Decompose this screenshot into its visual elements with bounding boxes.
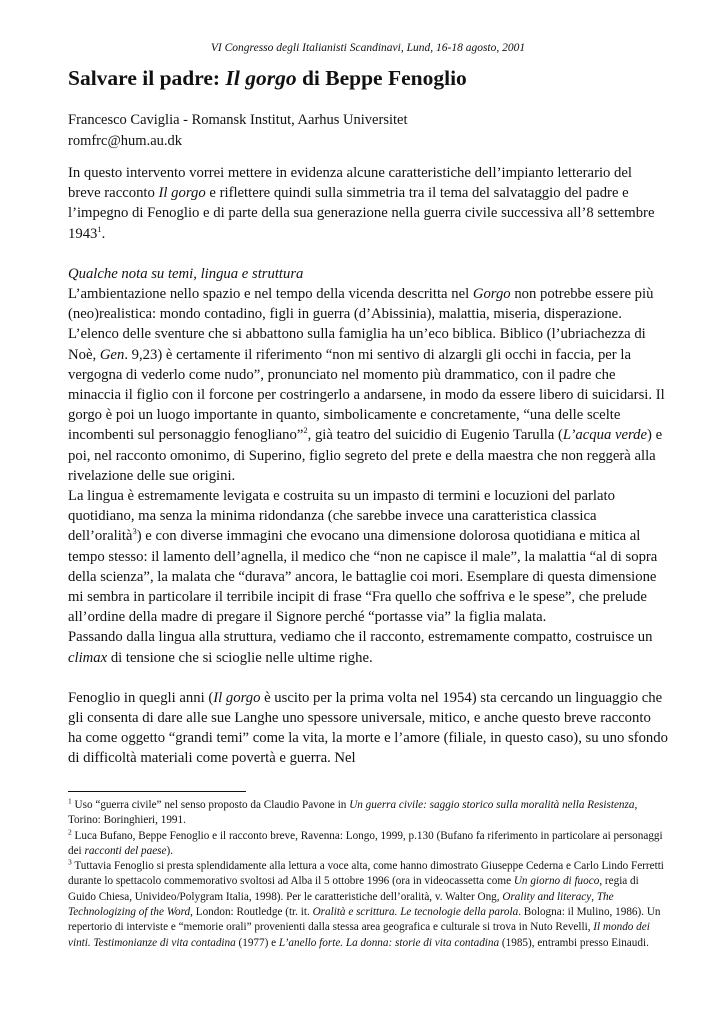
text-run: di tensione che si scioglie nelle ultime righe. [107,649,373,666]
text-run: Fenoglio in quegli anni ( [68,689,214,706]
footnotes [68,798,668,951]
text-run: , London: Routledge (tr. it. [190,906,313,919]
text-run: . Bologna: il Mulino, 1986). Un repertorio di interviste e “memorie orali” provenienti dalla stessa area geografica e culturale si trova in Nuto Revelli, [68,906,661,934]
text-run: L’ambientazione nello spazio e nel tempo della vicenda descritta nel [68,286,473,303]
text-run: non potrebbe essere più (neo)realistica: mondo contadino, figli in guerra (d’Abissinia), malattia, miseria, disperazione. L’elenco delle sventure che si abbattono sulla famiglia ha un’eco biblica. Biblico (l’ubriachezza di Noè, [68,286,654,363]
text-run: , regia di Guido Chiesa, Univideo/Polygram Italia, 1998). Per le caratteristiche dell’oralità, v. Walter Ong, [68,875,639,903]
running-header: VI Congresso degli Italianisti Scandinavi, Lund, 16-18 agosto, 2001 [210,42,526,54]
text-run: e riflettere quindi sulla simmetria tra il tema del salvataggio del padre e l’impegno di Fenoglio e di parte della sua generazione nella guerra civile successiva all’8 settembre 1943 [68,185,655,242]
text-run: ). [166,844,174,857]
footnote-ref-2[interactable]: 2 [303,425,308,436]
text-run: La lingua è estremamente levigata e costruita su un impasto di termini e locuzioni del parlato quotidiano, ma senza la minima ridondanza (che sarebbe invece una caratteristica classica dell’oralità [68,488,615,545]
italic-run: Gen [99,346,125,363]
footnote-2 [68,826,668,860]
text-run: (1977) e [235,936,279,949]
text-run: , [591,890,597,903]
text-run: , già teatro del suicidio di Eugenio Tarulla ( [307,427,563,444]
title-suffix: di Beppe Fenoglio [296,66,467,90]
author-email[interactable]: romfrc@hum.au.dk [68,133,183,149]
italic-run: Il gorgo [213,689,261,706]
italic-run: Il mondo dei vinti. Testimonianze di vita contadina [68,921,650,949]
footnote-number: 1 [68,796,72,806]
title-prefix: Salvare il padre: [68,66,226,90]
paragraph-fenoglio [68,688,668,769]
italic-run: Oralità e scrittura. Le tecnologie della parola [312,906,519,919]
footnote-3 [68,859,668,951]
text-run: ) e con diverse immagini che evocano una dimensione dolorosa quotidiana e mitica al tempo stesso: il lamento dell’agnella, il medico che “non ne capisce il male”, la malattia “al di sopra della scienza”, la malata che “durava” ancora, le battaglie coi mori. Esemplare di questa dimensione mi sembra in particolare il terribile incipit di frase “Fra quello che soffriva e le spese”, che prelude all’ordine della madre di pregare il Signore perché “portasse via” la figlia malata. [68,528,658,626]
italic-run: Un guerra civile: saggio storico sulla moralità nella Resistenza [349,799,635,811]
text-run: Passando dalla lingua alla struttura, vediamo che il racconto, estremamente compatto, costruisce un [68,629,653,646]
text-run: (1985), entrambi presso Einaudi. [499,936,649,949]
intro-paragraph [68,163,668,244]
text-run: . [101,225,106,242]
italic-run: The Technologizing of the Word [68,890,614,919]
section-heading-text: Qualche nota su temi, lingua e struttura [68,265,304,282]
paragraph-language [68,486,668,627]
title-italic: Il gorgo [225,66,297,90]
text-run: In questo intervento vorrei mettere in evidenza alcune caratteristiche dell’impianto letterario del breve racconto [68,165,632,202]
footnote-number: 3 [68,857,72,867]
italic-run: Il gorgo [158,185,206,202]
paragraph-structure [68,627,668,667]
text-run: Uso “guerra civile” nel senso proposto da Claudio Pavone in [71,799,350,811]
text-run: . 9,23) è certamente il riferimento “non mi sentivo di alzargli gli occhi in faccia, per la vergogna di vederlo come nudo”, pronunciato nel momento più drammatico, con il padre che minaccia il figlio con il forcone per costringerlo a andarsene, in modo da essere libero di suicidarsi. Il gorgo è poi un luogo importante in quanto, simbolicamente e concretamente, “una delle scelte incombenti sul personaggio fenogliano” [68,346,665,444]
footnote-number: 2 [68,826,72,836]
text-run: Luca Bufano, Beppe Fenoglio e il racconto breve, Ravenna: Longo, 1999, p.130 (Bufano fa riferimento in particolare ai personaggi dei [68,829,663,857]
italic-run: climax [68,649,108,666]
author-block [68,110,407,152]
footnote-divider [68,791,246,792]
paper-title [68,66,467,91]
section-heading [68,264,668,284]
paragraph-gap [68,244,668,264]
text-run: è uscito per la prima volta nel 1954) sta cercando un linguaggio che gli consenta di dare alle sue Langhe uno spessore universale, mitico, e anche questo breve racconto ha come oggetto “grandi temi” come la vita, la morte e l’amore (filiale, in questo caso), su uno sfondo di difficoltà materiali come povertà e guerra. Nel [68,689,668,767]
italic-run: L’anello forte. La donna: storie di vita contadina [278,936,500,949]
italic-run: L’acqua verde [562,427,648,444]
paragraph-gap [68,668,668,688]
footnote-1 [68,798,668,829]
text-run: Tuttavia Fenoglio si presta splendidamente alla lettura a voce alta, come hanno dimostrato Giuseppe Cederna e Carlo Lindo Ferretti durante lo spettacolo commemorativo svoltosi ad Alba il 5 ottobre 1996 (ora in videocassetta come [68,860,664,888]
author-affiliation: Francesco Caviglia - Romansk Institut, Aarhus Universitet [68,112,408,128]
text-run: ) e poi, nel racconto omonimo, di Superino, figlio segreto del prete e della maestra che non reggerà alla rivelazione delle sue origini. [68,427,663,484]
footnote-ref-1[interactable]: 1 [97,223,102,234]
italic-run: Un giorno di fuoco [513,875,600,888]
paragraph-setting [68,284,668,486]
footnote-ref-3[interactable]: 3 [132,526,137,537]
text-run: , Torino: Boringhieri, 1991. [68,799,638,827]
body-text [68,163,668,769]
italic-run: Gorgo [472,286,511,303]
italic-run: racconti del paese [84,844,167,857]
italic-run: Orality and literacy [502,890,592,903]
